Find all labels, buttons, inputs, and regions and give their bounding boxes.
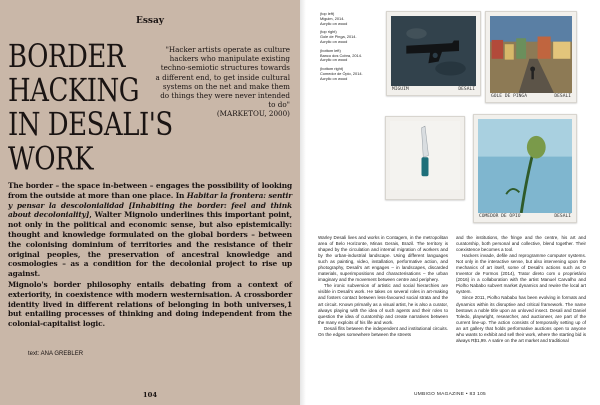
caption-title: Banco dos Cobra, 2014. bbox=[320, 52, 362, 58]
intro-p1-start: The border – the space in-between – engages the possibility of looking from the outside at more than one place. In bbox=[8, 181, 292, 200]
title-line: IN DESALI'S bbox=[8, 107, 173, 144]
polaroid-label: MIGUIM bbox=[392, 87, 409, 92]
polaroid-handwriting bbox=[391, 191, 459, 197]
polaroid-signature: DESALI bbox=[554, 94, 571, 99]
body-column-left bbox=[318, 235, 448, 338]
title-line: HACKING bbox=[8, 72, 140, 110]
body-paragraph: The ironic subversion of artistic and social hierarchies are visible in Desali's work. He takes on several roles in art-making and fosters contact between less-favoured social strata and the art circuit. Known primarily as a visual artist, he is also a curator, always playing with the idea of such agents and their roles to question the idea of curatorship and create narratives between the many exploits of his life and work. bbox=[318, 283, 448, 325]
caption-medium: Acrylic on wood bbox=[320, 38, 348, 44]
caption-position: (top right) bbox=[320, 29, 337, 35]
polaroid-handwriting bbox=[491, 94, 571, 100]
painting-flower-image bbox=[478, 119, 572, 213]
painting-gun-image bbox=[391, 16, 476, 86]
title-line: WORK bbox=[8, 141, 94, 178]
caption-title: Miguim, 2014. bbox=[320, 15, 345, 21]
caption bbox=[320, 67, 378, 81]
body-paragraph: Warley Desali lives and works in Contagem, in the metropolitan area of Belo Horizonte, Minas Gerais, Brazil. The territory is shaped by the circulation and internal migration of workers and by the urban-industrial landscape. Using different languages such as painting, video, installation, performative action, and photography, Desali's art engages – in landscapes, discarded materials, superimpositions and characterisations – the urban imaginary and the movement between centre and periphery. bbox=[318, 235, 448, 283]
article-body bbox=[318, 235, 586, 387]
page-number: 104 bbox=[142, 391, 158, 399]
body-paragraph: Hackers invade, defile and reprogramme computer systems. Not only in the interactive sense, but also intervening upon the mechanics of art itself, some of Desali's actions such as O Inventor de Formos (2014), Trator direto com o proprietário (2016) in a collaboration with the artist Manuel Carvalho and Piolho Nababo subvert market dynamics and rewire the local art system. bbox=[456, 253, 586, 295]
body-column-right bbox=[456, 235, 586, 344]
magazine-name: UMBIGO MAGAZINE • 83 bbox=[413, 392, 476, 397]
polaroid-painting-knife bbox=[385, 116, 465, 200]
body-paragraph: Since 2011, Piolho Nababo has been evolving in formats and dynamics within its disruptive and critical framework. The name bestows a noble title upon an unloved insect. Desali and Daniel Toledo, playwright, researcher, and auctioneer, are part of the current line-up. The action consists of temporarily setting up of an art gallery that holds performative auctions open to anyone who wants to exhibit and sell their work, where the starting bid is always R$1,99. A satire on the art market and traditional bbox=[456, 295, 586, 343]
image-captions bbox=[320, 12, 378, 86]
caption-position: (bottom left) bbox=[320, 47, 341, 53]
polaroid-label: COMEDOR DE ÓPIO bbox=[479, 214, 521, 219]
caption-medium: Acrylic on wood bbox=[320, 57, 348, 63]
author-credit: text: ANA GREBLER bbox=[28, 351, 84, 357]
page-footer bbox=[300, 392, 600, 397]
intro-paragraph: Mignolo's border philosophy entails debating from a context of exteriority, in coexistence with modern westernisation. A crossborder identity lived in different relations of belonging in both universes,1 but entailing processes of thinking and doing independent from the colonial-capitalist logic. bbox=[8, 279, 292, 329]
painting-street-image bbox=[490, 16, 572, 93]
quote-source: (MARKETOU, 2000) bbox=[216, 109, 290, 119]
intro-paragraph bbox=[8, 181, 292, 279]
polaroid-painting-gun bbox=[386, 11, 481, 96]
title-line: BORDER bbox=[8, 38, 125, 76]
caption bbox=[320, 30, 378, 44]
section-label: Essay bbox=[135, 16, 165, 26]
body-paragraph: and the institutions, the fringe and the centre, his art and curatorship, both personal and collective, blend together. Their coexistence becomes a tool. bbox=[456, 235, 586, 253]
caption-medium: Acrylic on wood bbox=[320, 75, 348, 81]
polaroid-signature: DESALI bbox=[458, 87, 475, 92]
caption-medium: Acrylic on wood bbox=[320, 20, 348, 26]
intro-p1-book-title: Habitar la frontera: sentir y pensar la descolonialidad [Inhabiting the border: feel and think about decoloniality] bbox=[8, 190, 292, 220]
polaroid-painting-flower bbox=[473, 114, 577, 223]
caption-position: (bottom right) bbox=[320, 66, 344, 72]
polaroid-handwriting bbox=[392, 87, 475, 93]
page-number: 105 bbox=[477, 392, 487, 397]
article-title bbox=[8, 38, 173, 178]
polaroid-label: GOLE DE PINGA bbox=[491, 94, 527, 99]
intro-text bbox=[8, 181, 292, 329]
gutter-shadow bbox=[300, 0, 306, 405]
caption bbox=[320, 12, 378, 26]
intro-p1-end: , Walter Mignolo underlines this important point, not only in the political and economic sense, but also epistemically: thought and knowledge formulated on the global borders – between the colonising dominium of territories and the resistance of their original peoples, the preservation of ancestral knowledge and cosmologies – as a condition for the decolonial project to rise up against. bbox=[8, 210, 292, 279]
caption-position: (top left) bbox=[320, 11, 335, 16]
polaroid-signature: DESALI bbox=[554, 214, 571, 219]
caption bbox=[320, 49, 378, 63]
caption-title: Gole de Pinga, 2014. bbox=[320, 34, 357, 40]
quote-text: "Hacker artists operate as culture hackers who manipulate existing techno-semiotic structures towards a different end, to get inside cultural systems on the net and make them do things they were never intended to do" bbox=[155, 45, 290, 110]
polaroid-handwriting bbox=[479, 214, 571, 220]
caption-title: Comedor de Ópio, 2014. bbox=[320, 70, 363, 76]
pull-quote bbox=[155, 45, 290, 119]
polaroid-painting-street bbox=[485, 11, 577, 103]
right-page bbox=[300, 0, 600, 405]
body-paragraph: Desali flits between the independent and institutional circuits. On the edges somewhere between the streets bbox=[318, 325, 448, 337]
painting-knife-image bbox=[390, 121, 460, 190]
